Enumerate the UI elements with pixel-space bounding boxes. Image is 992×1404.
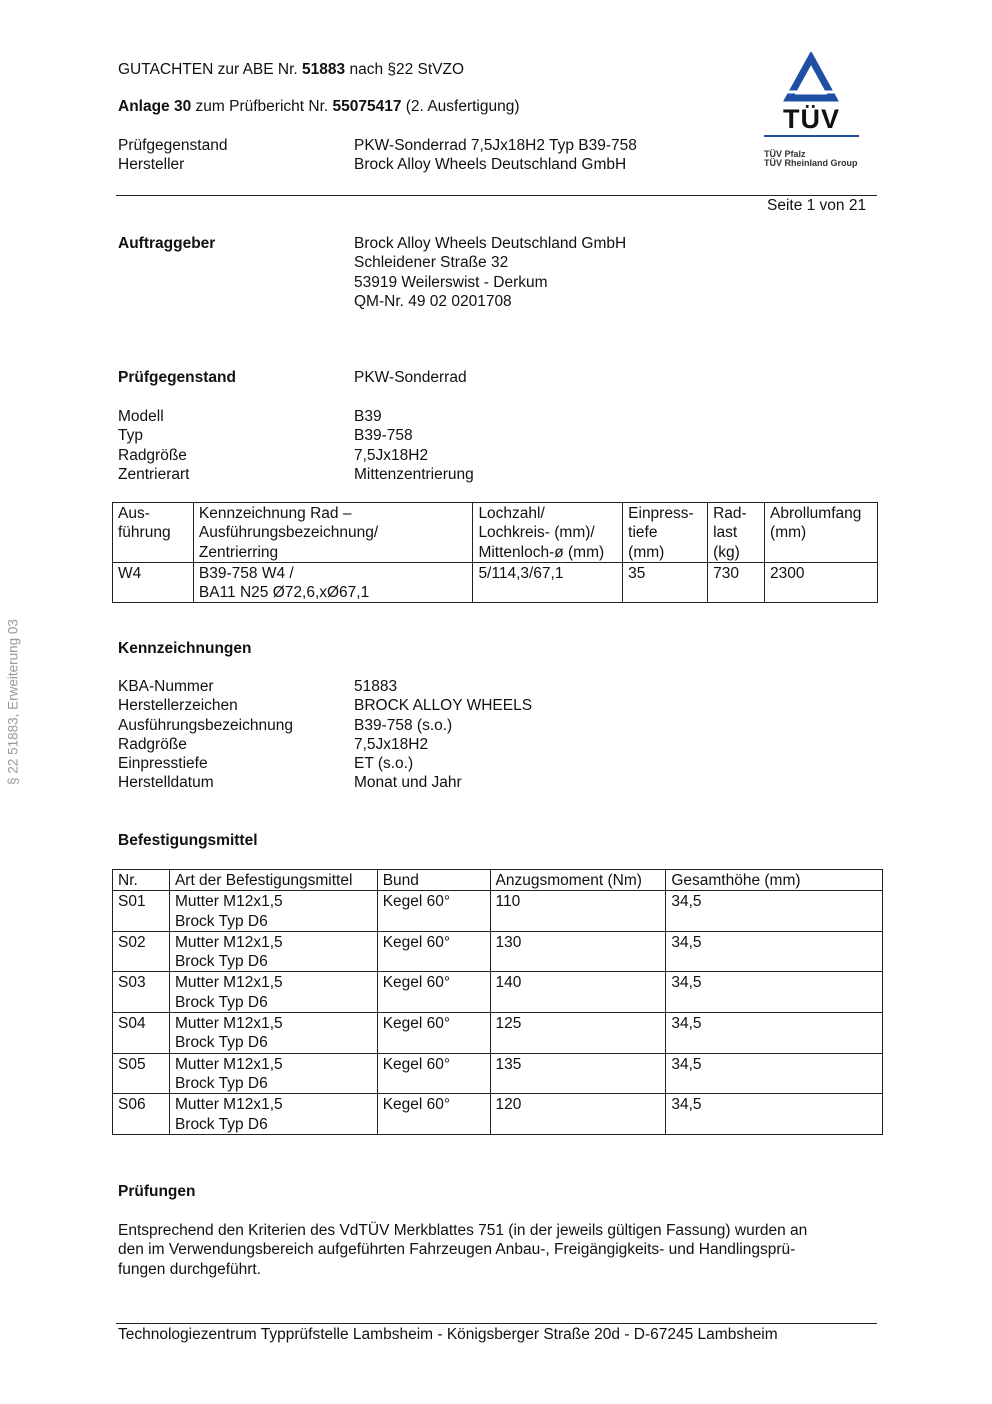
pruefgegenstand-value: PKW-Sonderrad <box>354 369 467 386</box>
cell-line: 140 <box>495 974 522 992</box>
pruefgegenstand-key: Typ <box>118 427 143 445</box>
table-cell <box>473 562 623 603</box>
header-line: Lochkreis- (mm)/ <box>478 524 595 542</box>
kennzeichnungen-list <box>118 677 532 793</box>
table-cell <box>377 931 490 972</box>
subtitle-suffix: (2. Ausfertigung) <box>401 98 520 115</box>
tuev-logo-sub2: TÜV Rheinland Group <box>764 158 858 168</box>
pruefgegenstand-key: Radgröße <box>118 446 187 464</box>
header-line: last <box>713 524 738 542</box>
table-header-row <box>113 870 883 891</box>
cell-line: W4 <box>118 564 142 582</box>
header-info-key: Hersteller <box>118 156 185 174</box>
table-cell <box>666 1094 883 1135</box>
auftraggeber-address <box>354 234 626 311</box>
table-row <box>113 891 883 932</box>
cell-line: S04 <box>118 1015 146 1033</box>
pruefgegenstand-value: B39 <box>354 408 382 425</box>
kennzeichnung-value: Monat und Jahr <box>354 774 462 792</box>
table-cell <box>490 1094 666 1135</box>
header-line: tiefe <box>628 524 658 542</box>
pruefgegenstand-row <box>118 465 474 484</box>
cell-line: 34,5 <box>671 1055 702 1073</box>
table-cell <box>623 562 708 603</box>
pruefgegenstand-details <box>118 407 474 484</box>
table-row <box>113 931 883 972</box>
table-row <box>113 1053 883 1094</box>
cell-line: 730 <box>713 564 739 582</box>
table-cell <box>490 931 666 972</box>
cell-line: 5/114,3/67,1 <box>478 564 564 582</box>
pruefungen-text <box>118 1221 878 1279</box>
cell-line: 34,5 <box>671 933 702 951</box>
table-cell <box>113 1013 170 1054</box>
cell-line: Brock Typ D6 <box>174 1074 268 1092</box>
cell-line: 130 <box>495 933 522 951</box>
header-divider <box>116 195 877 196</box>
cell-line: S01 <box>118 893 146 911</box>
address-line: QM-Nr. 49 02 0201708 <box>354 292 512 310</box>
pruefgegenstand-key: Zentrierart <box>118 465 190 483</box>
header-info-value: Brock Alloy Wheels Deutschland GmbH <box>354 156 627 174</box>
kennzeichnung-key: KBA-Nummer <box>118 678 214 695</box>
table-cell <box>113 972 170 1013</box>
kennzeichnung-row <box>118 754 532 773</box>
cell-line: Kegel 60° <box>382 1096 451 1114</box>
kennzeichnung-row <box>118 696 532 715</box>
table-cell <box>113 1053 170 1094</box>
cell-line: 120 <box>495 1096 522 1114</box>
pruefbericht-number: 55075417 <box>332 98 402 115</box>
cell-line: 34,5 <box>671 1015 702 1033</box>
cell-line: Mutter M12x1,5 <box>174 1055 283 1073</box>
cell-line: 34,5 <box>671 1096 702 1114</box>
table-header-cell: Anzugsmoment (Nm) <box>490 870 666 891</box>
table-header-cell <box>193 503 473 563</box>
cell-line: 135 <box>495 1055 522 1073</box>
befestigung-table <box>112 869 883 1135</box>
header-line: Ausführungsbezeichnung/ <box>198 524 379 542</box>
cell-line: Mutter M12x1,5 <box>174 1015 283 1033</box>
table-header-cell <box>473 503 623 563</box>
cell-line: Brock Typ D6 <box>174 953 268 971</box>
kennzeichnung-value: BROCK ALLOY WHEELS <box>354 697 533 715</box>
table-cell <box>666 972 883 1013</box>
cell-line: S02 <box>118 933 146 951</box>
kennzeichnung-key: Ausführungsbezeichnung <box>118 716 293 734</box>
kennzeichnungen-title: Kennzeichnungen <box>118 640 252 657</box>
paragraph-line: Entsprechend den Kriterien des VdTÜV Merkblattes 751 (in der jeweils gültigen Fassung) wurden an <box>118 1222 808 1239</box>
kennzeichnung-value: B39-758 (s.o.) <box>354 716 453 734</box>
pruefgegenstand-key: Modell <box>118 408 164 425</box>
cell-line: BA11 N25 Ø72,6,xØ67,1 <box>198 584 370 602</box>
header-info-row <box>118 136 637 155</box>
table-cell <box>765 562 878 603</box>
table-cell <box>169 891 377 932</box>
cell-line: Brock Typ D6 <box>174 993 268 1011</box>
table-cell <box>490 891 666 932</box>
cell-line: S03 <box>118 974 146 992</box>
kennzeichnung-row <box>118 773 532 792</box>
header-line: Rad- <box>713 505 747 522</box>
kennzeichnung-key: Herstelldatum <box>118 774 214 792</box>
table-header-row <box>113 503 878 563</box>
table-cell <box>113 1094 170 1135</box>
address-line: 53919 Weilerswist - Derkum <box>354 273 548 291</box>
kennzeichnung-row <box>118 735 532 754</box>
side-note <box>2 597 24 807</box>
table-row <box>113 972 883 1013</box>
table-cell <box>193 562 473 603</box>
table-header-cell: Gesamthöhe (mm) <box>666 870 883 891</box>
cell-line: Kegel 60° <box>382 974 451 992</box>
pruefgegenstand-row <box>118 426 474 445</box>
header-line: Mittenloch-ø (mm) <box>478 543 605 561</box>
cell-line: S05 <box>118 1055 146 1073</box>
cell-line: Brock Typ D6 <box>174 912 268 930</box>
title-prefix: GUTACHTEN zur ABE Nr. <box>118 61 303 78</box>
cell-line: Mutter M12x1,5 <box>174 933 283 951</box>
kennzeichnung-value: ET (s.o.) <box>354 755 414 773</box>
header-line: Lochzahl/ <box>478 505 545 522</box>
report-title-line <box>118 60 464 79</box>
pruefgegenstand-row <box>118 407 474 426</box>
kennzeichnung-key: Herstellerzeichen <box>118 697 238 715</box>
header-line: (kg) <box>713 543 740 561</box>
auftraggeber-label: Auftraggeber <box>118 235 216 252</box>
pruefgegenstand-row <box>118 446 474 465</box>
table-cell <box>666 1053 883 1094</box>
header-line: Einpress- <box>628 505 694 522</box>
address-line: Schleidener Straße 32 <box>354 254 509 272</box>
footer-divider <box>116 1323 877 1324</box>
cell-line: Brock Typ D6 <box>174 1115 268 1133</box>
kennzeichnung-value: 7,5Jx18H2 <box>354 735 429 753</box>
cell-line: 35 <box>628 564 646 582</box>
kennzeichnung-value: 51883 <box>354 678 398 695</box>
table-cell <box>169 1013 377 1054</box>
cell-line: 34,5 <box>671 893 702 911</box>
header-line: (mm) <box>770 524 807 542</box>
header-info-key: Prüfgegenstand <box>118 137 228 154</box>
table-cell <box>490 972 666 1013</box>
cell-line: 2300 <box>770 564 805 582</box>
header-line: Kennzeichnung Rad – <box>198 505 352 522</box>
table-cell <box>113 931 170 972</box>
table-cell <box>377 1094 490 1135</box>
pruefungen-title: Prüfungen <box>118 1183 196 1200</box>
paragraph-line: den im Verwendungsbereich aufgeführten Fahrzeugen Anbau-, Freigängigkeits- und Handlingsprü- <box>118 1241 796 1259</box>
table-header-cell <box>708 503 765 563</box>
cell-line: Mutter M12x1,5 <box>174 893 283 911</box>
table-cell <box>708 562 765 603</box>
kennzeichnung-row <box>118 716 532 735</box>
pruefgegenstand-value: 7,5Jx18H2 <box>354 446 429 464</box>
table-cell <box>377 972 490 1013</box>
cell-line: 34,5 <box>671 974 702 992</box>
table-cell <box>490 1053 666 1094</box>
tuev-logo <box>755 52 880 172</box>
pruefgegenstand-label: Prüfgegenstand <box>118 369 236 386</box>
header-line: führung <box>118 524 171 542</box>
table-cell <box>113 891 170 932</box>
kennzeichnung-key: Einpresstiefe <box>118 755 208 773</box>
table-header-cell <box>623 503 708 563</box>
paragraph-line: fungen durchgeführt. <box>118 1260 262 1278</box>
report-subtitle-line <box>118 97 520 116</box>
table-row <box>113 562 878 603</box>
table-row <box>113 1094 883 1135</box>
table-header-cell: Bund <box>377 870 490 891</box>
table-row <box>113 1013 883 1054</box>
cell-line: S06 <box>118 1096 146 1114</box>
header-info-row <box>118 155 637 174</box>
header-line: Aus- <box>118 505 150 522</box>
cell-line: Brock Typ D6 <box>174 1034 268 1052</box>
table-cell <box>169 1053 377 1094</box>
table-header-cell: Art der Befestigungsmittel <box>169 870 377 891</box>
header-line: Abrollumfang <box>770 505 862 522</box>
cell-line: Kegel 60° <box>382 1055 451 1073</box>
abe-number: 51883 <box>302 61 346 78</box>
cell-line: Mutter M12x1,5 <box>174 1096 283 1114</box>
table-cell <box>169 972 377 1013</box>
wheel-table <box>112 502 878 603</box>
table-cell <box>666 891 883 932</box>
address-line: Brock Alloy Wheels Deutschland GmbH <box>354 235 627 252</box>
table-header-cell <box>765 503 878 563</box>
tuev-triangle-icon <box>755 52 880 107</box>
tuev-logo-text: TÜV <box>783 104 840 134</box>
tuev-logo-rule <box>764 135 859 137</box>
table-header-cell <box>113 503 194 563</box>
anlage-label: Anlage 30 <box>118 98 192 115</box>
kennzeichnung-row <box>118 677 532 696</box>
table-cell <box>490 1013 666 1054</box>
table-cell <box>113 562 194 603</box>
table-cell <box>169 931 377 972</box>
cell-line: Mutter M12x1,5 <box>174 974 283 992</box>
table-cell <box>377 891 490 932</box>
cell-line: Kegel 60° <box>382 933 451 951</box>
table-cell <box>377 1053 490 1094</box>
side-note-text: § 22 51883, Erweiterung 03 <box>5 619 21 785</box>
befestigung-title: Befestigungsmittel <box>118 832 258 849</box>
kennzeichnung-key: Radgröße <box>118 735 187 753</box>
table-cell <box>169 1094 377 1135</box>
page-number: Seite 1 von 21 <box>767 197 867 214</box>
pruefgegenstand-value: B39-758 <box>354 427 413 445</box>
pruefgegenstand-value: Mittenzentrierung <box>354 465 474 483</box>
cell-line: Kegel 60° <box>382 893 451 911</box>
header-info <box>118 136 637 175</box>
cell-line: 110 <box>495 893 521 911</box>
header-line: Zentrierring <box>198 543 279 561</box>
header-info-value: PKW-Sonderrad 7,5Jx18H2 Typ B39-758 <box>354 137 637 154</box>
subtitle-mid: zum Prüfbericht Nr. <box>191 98 333 115</box>
table-cell <box>666 1013 883 1054</box>
cell-line: B39-758 W4 / <box>198 564 294 582</box>
table-header-cell: Nr. <box>113 870 170 891</box>
title-suffix: nach §22 StVZO <box>345 61 465 78</box>
cell-line: 125 <box>495 1015 522 1033</box>
tuev-logo-sub1: TÜV Pfalz <box>764 149 806 159</box>
cell-line: Kegel 60° <box>382 1015 451 1033</box>
table-cell <box>666 931 883 972</box>
table-cell <box>377 1013 490 1054</box>
header-line: (mm) <box>628 543 665 561</box>
footer-text: Technologiezentrum Typprüfstelle Lambsheim - Königsberger Straße 20d - D-67245 Lambsheim <box>118 1326 778 1343</box>
